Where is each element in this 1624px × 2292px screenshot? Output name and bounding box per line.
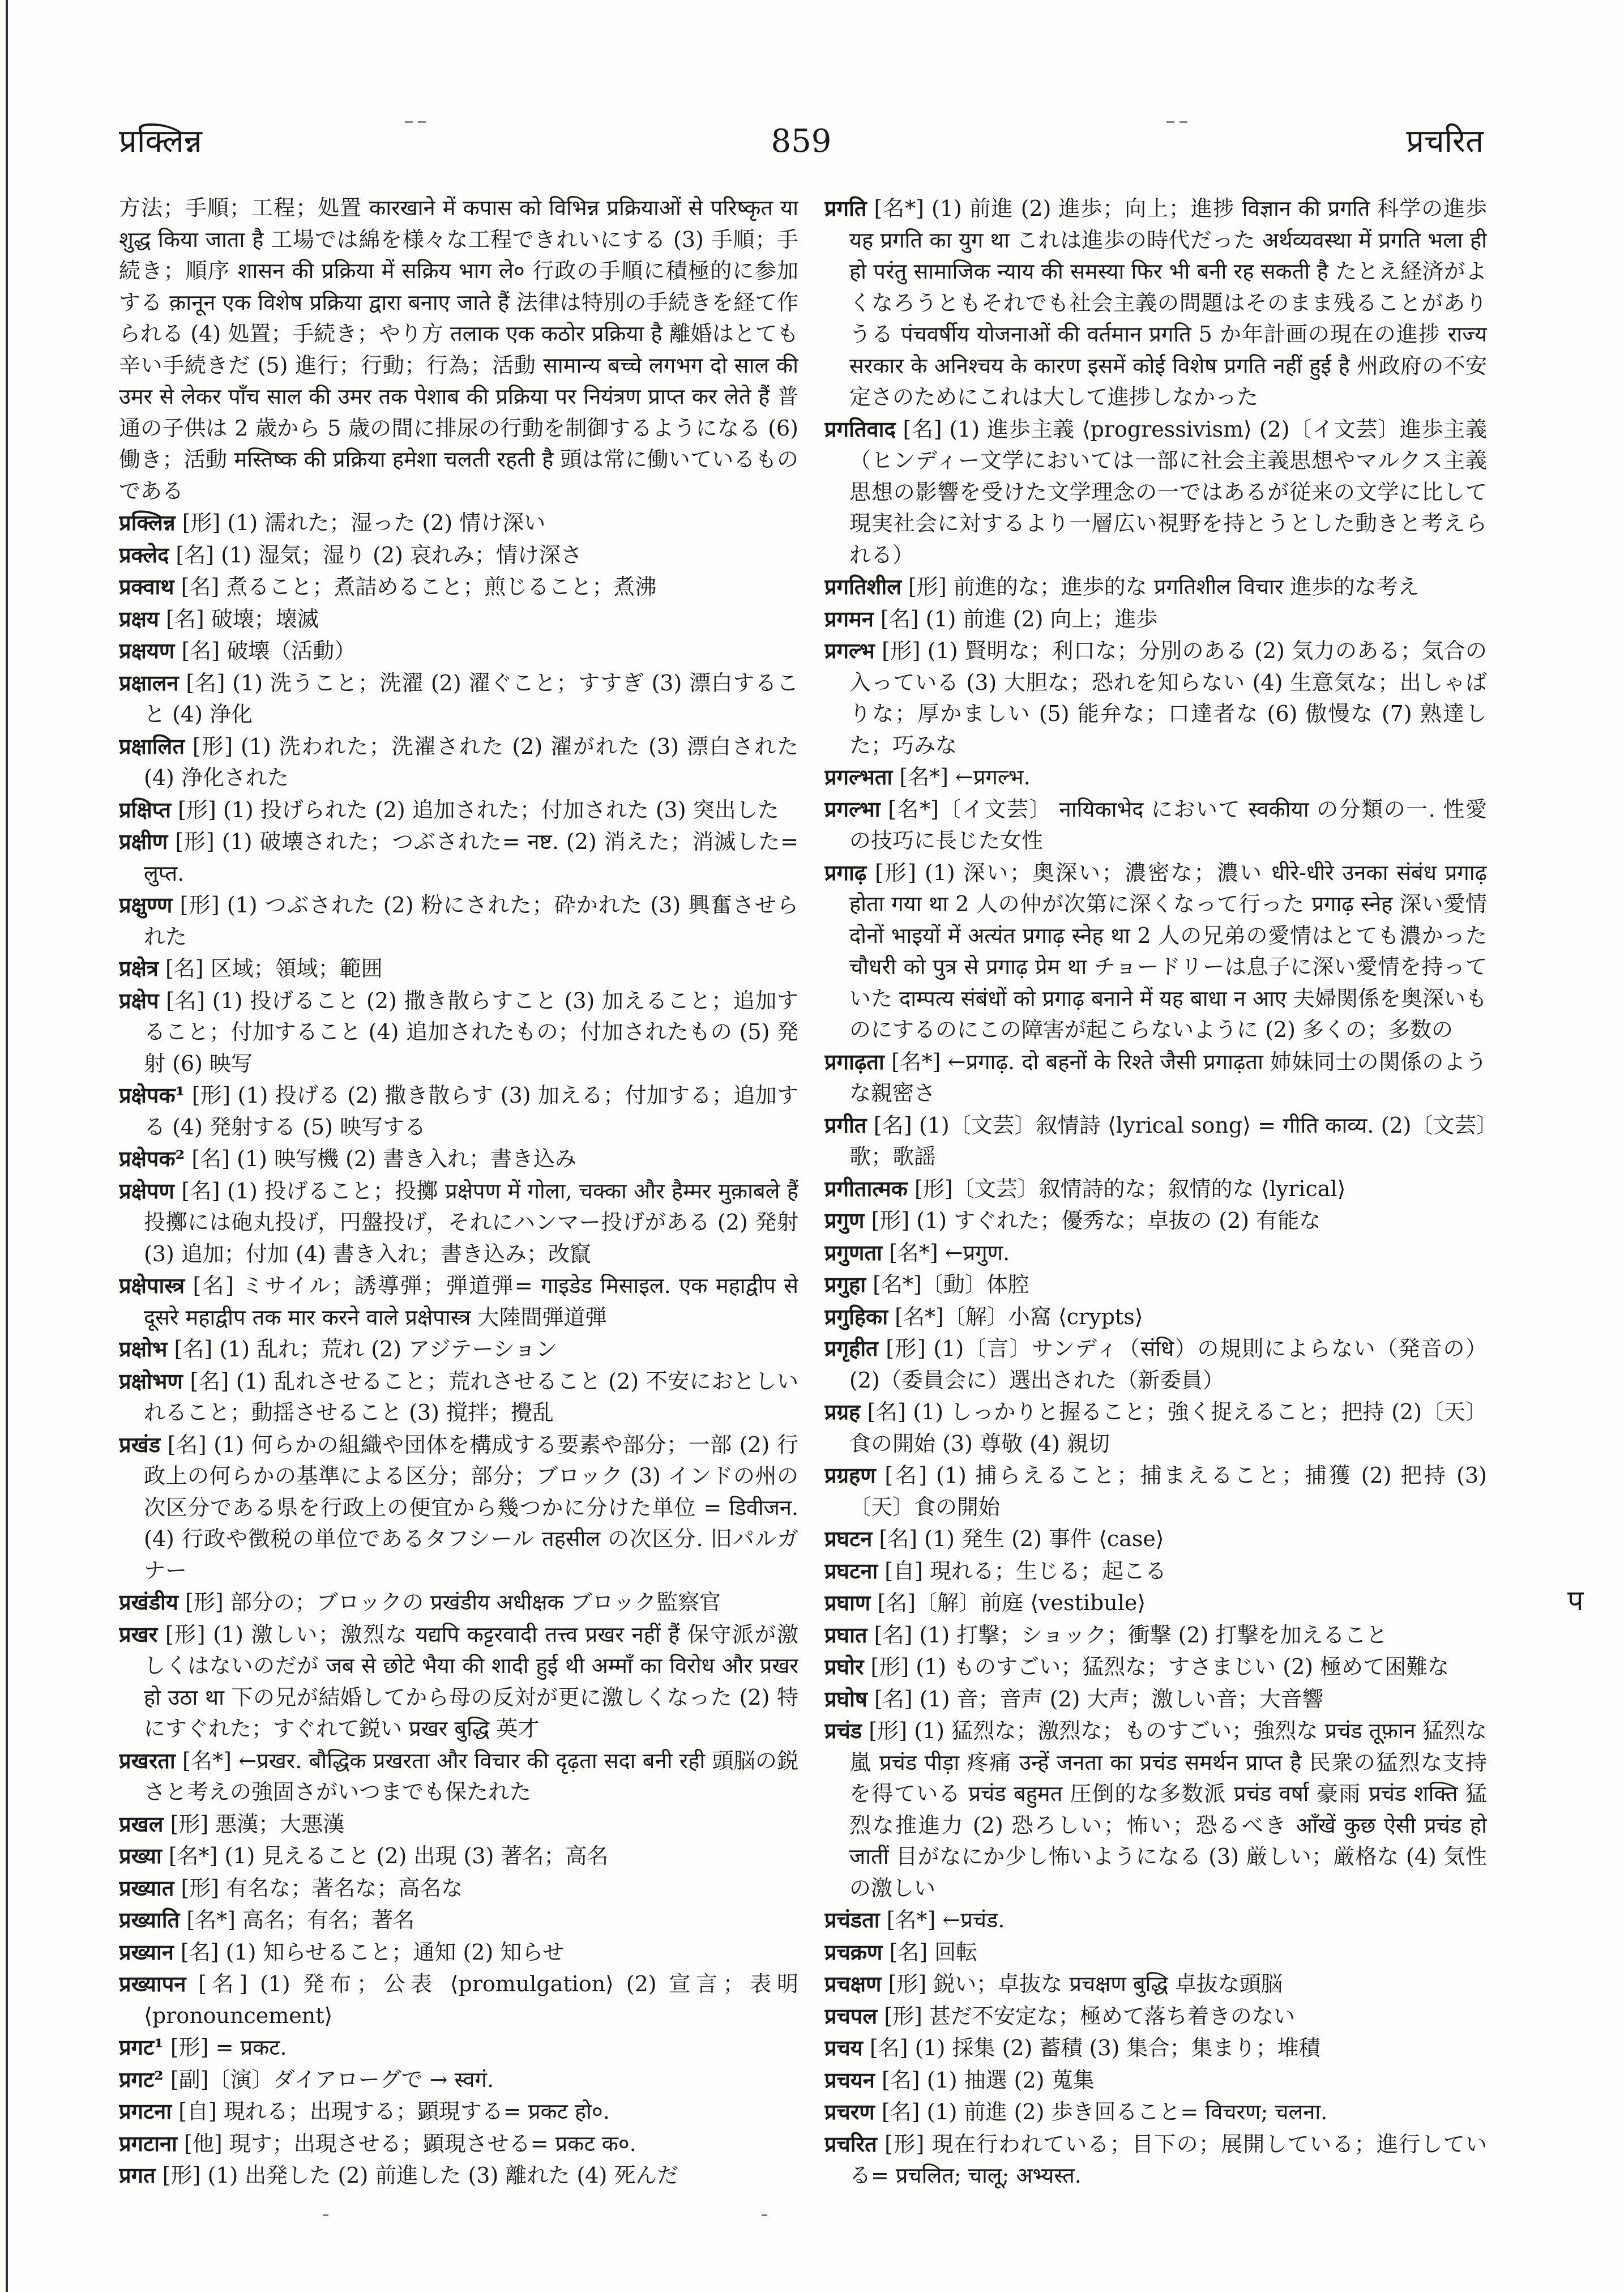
dictionary-entry bbox=[824, 1046, 1487, 1109]
entry-headword: प्रख्यात bbox=[119, 1875, 174, 1901]
dictionary-entry bbox=[119, 2128, 798, 2160]
entry-definition: [名] (1) 前進 (2) 向上；進歩 bbox=[873, 606, 1158, 631]
dictionary-entry bbox=[119, 635, 798, 667]
dictionary-entry bbox=[824, 857, 1487, 1046]
dictionary-entry bbox=[824, 635, 1487, 761]
entry-definition: [形] (1)〔言〕サンディ（संधि）の規則によらない（発音の） (2)（委員会に）選出された（新委員） bbox=[849, 1336, 1487, 1393]
entry-definition: [名*]〔イ文芸〕 नायिकाभेद において स्वकीया の分類の一. 性愛の技巧に長じた女性 bbox=[849, 796, 1487, 853]
entry-definition: [名] (1) 採集 (2) 蓄積 (3) 集合；集まり；堆積 bbox=[862, 2035, 1320, 2060]
footer-mark bbox=[762, 2214, 767, 2216]
entry-definition: [名] (1) 洗うこと；洗濯 (2) 濯ぐこと；すすぎ (3) 漂白すること (4) 浄化 bbox=[144, 670, 798, 727]
dictionary-entry bbox=[824, 2128, 1487, 2192]
entry-headword: प्रक्षुण्ण bbox=[119, 892, 173, 917]
dictionary-entry bbox=[824, 1936, 1487, 1969]
entry-definition: [名] (1) 映写機 (2) 書き入れ；書き込み bbox=[185, 1146, 576, 1171]
dictionary-entry bbox=[119, 1872, 798, 1905]
dictionary-entry bbox=[119, 539, 798, 571]
page-edge-line bbox=[6, 0, 8, 2292]
dictionary-entry bbox=[824, 793, 1487, 857]
entry-headword: प्रक्षीण bbox=[119, 829, 168, 854]
entry-definition: [名*] ←प्रचंड. bbox=[879, 1907, 1005, 1932]
entry-headword: प्रख्या bbox=[119, 1843, 162, 1868]
page-header bbox=[119, 116, 1484, 167]
entry-headword: प्रख्यान bbox=[119, 1939, 174, 1965]
entry-definition: [形] (1) 深い；奥深い；濃密な；濃い धीरे-धीरे उनका संबंध प्रगाढ़ होता गया था 2 人の仲が次第に深くなって行った प्रगाढ़ स्नेह 深い愛情 दोनों भाइयों में अत्यंत प्रगाढ़ स्नेह था 2 人の兄弟の愛情はとても濃かった चौधरी को पुत्र से प्रगाढ़ प्रेम था チョードリーは息子に深い愛情を持っていた दाम्पत्य संबंधों को प्रगाढ़ बनाने में यह बाधा न आए 夫婦関係を奥深いものにするのにこの障害が起こらないように (2) 多くの；多数の bbox=[849, 860, 1487, 1042]
entry-definition: [名] (1) 知らせること；通知 (2) 知らせ bbox=[173, 1939, 565, 1965]
entry-headword: प्रगुहा bbox=[824, 1271, 866, 1297]
entry-definition: [名] (1) 乱れ；荒れ (2) アジテーション bbox=[167, 1337, 558, 1361]
entry-headword: प्रचक्षण bbox=[824, 1971, 882, 1996]
dictionary-entry bbox=[824, 1237, 1487, 1269]
entry-definition: [自] 現れる；生じる；起こる bbox=[878, 1558, 1166, 1584]
dictionary-entry bbox=[119, 193, 798, 507]
entry-headword: प्रक्लेद bbox=[119, 541, 169, 567]
entry-headword: प्रगटाना bbox=[119, 2130, 177, 2156]
dictionary-entry bbox=[119, 1429, 798, 1587]
dictionary-entry bbox=[824, 413, 1487, 571]
entry-definition: [名] (1) 捕らえること；捕まえること；捕獲 (2) 把持 (3)〔天〕食の開始 bbox=[849, 1463, 1487, 1520]
entry-definition: [形] (1) 投げる (2) 撒き散らす (3) 加える；付加する；追加する (4) 発射する (5) 映写する bbox=[144, 1083, 798, 1139]
entry-definition: [名] (1) 投げること；投擲 प्रक्षेपण में गोला, चक्का और हैम्मर मुक़ाबले हैं 投擲には砲丸投げ，円盤投げ，それにハンマー投げがある (2) 発射 (3) 追加；付加 (4) 書き入れ；書き込み；改竄 bbox=[144, 1178, 798, 1266]
entry-definition: [形] = प्रकट. bbox=[163, 2035, 287, 2060]
entry-headword: प्रग्रह bbox=[824, 1399, 861, 1424]
entry-headword: प्रघटन bbox=[824, 1526, 873, 1551]
dictionary-entry bbox=[824, 1715, 1487, 1904]
dictionary-entry bbox=[119, 1333, 798, 1365]
dictionary-entry bbox=[119, 2031, 798, 2064]
entry-headword: प्रगाढ़ता bbox=[824, 1048, 884, 1074]
entry-definition: [形] (1) 賢明な；利口な；分別のある (2) 気力のある；気合の入っている (3) 大胆な；恐れを知らない (4) 生意気な；出しゃばりな；厚かましい (5) 能弁な；口達者な (6) 傲慢な (7) 熟達した；巧みな bbox=[849, 638, 1487, 758]
dictionary-entry bbox=[824, 1459, 1487, 1523]
dictionary-entry bbox=[824, 1333, 1487, 1396]
section-margin-letter: प bbox=[1567, 1584, 1584, 1617]
entry-definition: [名*] ←प्रखर. बौद्धिक प्रखरता और विचार की दृढ़ता सदा बनी रही 頭脳の鋭さと考えの強固さがいつまでも保たれた bbox=[144, 1748, 798, 1804]
entry-definition: [形] (1) すぐれた；優秀な；卓抜の (2) 有能な bbox=[864, 1208, 1321, 1233]
entry-headword: प्रक्षेपास्त्र bbox=[119, 1273, 185, 1298]
dictionary-entry bbox=[824, 1968, 1487, 2000]
dictionary-entry bbox=[119, 826, 798, 889]
entry-definition: [名] (1) しっかりと握ること；強く捉えること；把持 (2)〔天〕食の開始 (3) 尊敬 (4) 親切 bbox=[849, 1399, 1487, 1456]
entry-headword: प्रगाढ़ bbox=[824, 859, 867, 885]
footer-mark bbox=[323, 2214, 328, 2216]
entry-definition: [形] (1) 出発した (2) 前進した (3) 離れた (4) 死んだ bbox=[155, 2163, 679, 2188]
entry-definition: [形] (1) 猛烈な；激烈な；ものすごい；強烈な प्रचंड तूफ़ान 猛烈な嵐 प्रचंड पीड़ा 疼痛 उन्हें जनता का प्रचंड समर्थन प्राप्त है 民衆の猛烈な支持を得ている प्रचंड बहुमत 圧倒的な多数派 प्रचंड वर्षा 豪雨 प्रचंड शक्ति 猛烈な推進力 (2) 恐ろしい；怖い；恐るべき आँखें कुछ ऐसी प्रचंड हो जातीं 目がなにか少し怖いようになる (3) 厳しい；厳格な (4) 気性の激しい bbox=[849, 1718, 1487, 1901]
entry-definition: [形] 現在行われている；目下の；展開している；進行している= प्रचलित; चालू; अभ्यस्त. bbox=[849, 2131, 1487, 2188]
entry-definition: [名] 回転 bbox=[882, 1939, 978, 1965]
entry-headword: प्रगट¹ bbox=[119, 2034, 164, 2060]
entry-definition: [名] (1) 打撃；ショック；衝撃 (2) 打撃を加えること bbox=[867, 1622, 1388, 1647]
dictionary-entry bbox=[824, 1587, 1487, 1619]
entry-definition: 方法；手順；工程；処置 कारखाने में कपास को विभिन्न प्रक्रियाओं से परिष्कृत या शुद्ध किया जाता है 工場では綿を様々な工程できれいにする (3) 手順；手続き；順序 शासन की प्रक्रिया में सक्रिय भाग ले० 行政の手順に積極的に参加する क़ानून एक विशेष प्रक्रिया द्वारा बनाए जाते हैं 法律は特別の手続きを経て作られる (4) 処置；手続き；やり方 तलाक एक कठोर प्रक्रिया है 離婚はとても辛い手続きだ (5) 進行；行動；行為；活動 सामान्य बच्चे लगभग दो साल की उमर से लेकर पाँच साल की उमर तक पेशाब की प्रक्रिया पर नियंत्रण प्राप्त कर लेते हैं 普通の子供は 2 歳から 5 歳の間に排尿の行動を制御するようになる (6) 働き；活動 मस्तिष्क की प्रक्रिया हमेशा चलती रहती है 頭は常に働いているものである bbox=[119, 195, 798, 503]
entry-definition: [名] 破壊（活動） bbox=[174, 638, 356, 663]
entry-definition: [名] (1) 湿気；湿り (2) 哀れみ；情け深さ bbox=[169, 542, 582, 567]
dictionary-entry bbox=[824, 1269, 1487, 1301]
entry-definition: [名] (1) 発布；公表 ⟨promulgation⟩ (2) 宣言；表明 ⟨pronouncement⟩ bbox=[144, 1971, 798, 2028]
dictionary-entry bbox=[119, 2095, 798, 2128]
entry-headword: प्रचय bbox=[824, 2035, 863, 2060]
entry-definition: [名] (1)〔文芸〕叙情詩 ⟨lyrical song⟩ = गीति काव्य. (2)〔文芸〕歌；歌謡 bbox=[849, 1112, 1487, 1169]
entry-headword: प्रगमन bbox=[824, 605, 874, 631]
entry-headword: प्रगतिवाद bbox=[824, 416, 896, 442]
entry-definition: [自] 現れる；出現する；顕現する= प्रकट हो०. bbox=[172, 2099, 610, 2124]
entry-definition: [名] (1) 何らかの組織や団体を構成する要素や部分；一部 (2) 行政上の何らかの基準による区分；部分；ブロック (3) インドの州の次区分である県を行政上の便宜から幾つかに分けた単位 = डिवीजन. (4) 行政や徴税の単位であるタフシール तहसील の次区分. 旧パルガナー bbox=[144, 1432, 798, 1583]
entry-headword: प्रक्वाथ bbox=[119, 574, 174, 599]
entry-headword: प्रचरण bbox=[824, 2099, 875, 2124]
entry-headword: प्रग्रहण bbox=[824, 1462, 876, 1488]
entry-definition: [形] (1) つぶされた (2) 粉にされた；砕かれた (3) 興奮させられた bbox=[144, 893, 798, 949]
entry-headword: प्रगीत bbox=[824, 1112, 867, 1138]
dictionary-entry bbox=[119, 1619, 798, 1745]
entry-definition: [形] 甚だ不安定な；極めて落ち着きのない bbox=[877, 2003, 1295, 2029]
dictionary-entry bbox=[119, 1936, 798, 1969]
dictionary-entry bbox=[824, 761, 1487, 793]
entry-headword: प्रगल्भ bbox=[824, 638, 875, 663]
entry-headword: प्रक्षिप्त bbox=[119, 796, 172, 822]
entry-definition: [名*] (1) 前進 (2) 進歩；向上；進捗 विज्ञान की प्रगति 科学の進歩 यह प्रगति का युग था これは進歩の時代だった अर्थव्यवस्था में प्रगति भला ही हो परंतु सामाजिक न्याय की समस्या फिर भी बनी रह सकती है たとえ経済がよくなろうともそれでも社会主義の問題はそのまま残ることがありうる पंचवर्षीय योजनाओं की वर्तमान प्रगति 5 か年計画の現在の進捗 राज्य सरकार के अनिश्चय के कारण इसमें कोई विशेष प्रगति नहीं हुई है 州政府の不安定さのためにこれは大して進捗しなかった bbox=[849, 196, 1487, 409]
dictionary-entry bbox=[119, 731, 798, 794]
entry-definition: [名*]〔解〕小窩 ⟨crypts⟩ bbox=[888, 1304, 1143, 1329]
dictionary-entry bbox=[119, 507, 798, 539]
right-column bbox=[824, 193, 1487, 2203]
dictionary-entry bbox=[824, 2096, 1487, 2128]
entry-definition: [名] 破壊；壊滅 bbox=[159, 606, 319, 631]
entry-definition: [形] 前進的な；進歩的な प्रगतिशील विचार 進歩的な考え bbox=[901, 574, 1420, 599]
page-number: 859 bbox=[771, 123, 832, 160]
entry-headword: प्रगुहिका bbox=[824, 1303, 888, 1329]
entry-definition: [名*] 高名；有名；著名 bbox=[180, 1907, 415, 1932]
dictionary-entry bbox=[119, 1840, 798, 1872]
entry-headword: प्रखल bbox=[119, 1811, 164, 1837]
dictionary-entry bbox=[824, 1301, 1487, 1333]
dictionary-entry bbox=[824, 2032, 1487, 2064]
dictionary-entry bbox=[119, 2064, 798, 2096]
dictionary-entry bbox=[119, 667, 798, 731]
entry-definition: [名*] ←प्रगुण. bbox=[882, 1240, 1010, 1265]
entry-definition: [形] (1) 破壊された；つぶされた= नष्ट. (2) 消えた；消滅した= लुप्त. bbox=[144, 829, 798, 886]
entry-headword: प्रचक्रण bbox=[824, 1939, 883, 1965]
dictionary-entry bbox=[119, 603, 798, 635]
dictionary-entry bbox=[119, 1904, 798, 1936]
entry-definition: [形] 悪漢；大悪漢 bbox=[163, 1811, 345, 1837]
entry-headword: प्रचपल bbox=[824, 2003, 878, 2029]
dictionary-entry bbox=[824, 571, 1487, 603]
entry-definition: [名] 煮ること；煮詰めること；煎じること；煮沸 bbox=[174, 574, 657, 599]
dictionary-entry bbox=[119, 1270, 798, 1333]
dictionary-entry bbox=[119, 2159, 798, 2192]
dictionary-entry bbox=[824, 1109, 1487, 1173]
entry-headword: प्रक्षेपक² bbox=[119, 1146, 185, 1171]
entry-definition: [形] (1) 投げられた (2) 追加された；付加された (3) 突出した bbox=[171, 797, 779, 822]
dictionary-entry bbox=[824, 2064, 1487, 2097]
entry-headword: प्रगटना bbox=[119, 2098, 172, 2124]
entry-headword: प्रखंड bbox=[119, 1431, 161, 1457]
entry-definition: [名*] ←प्रगल्भ. bbox=[892, 765, 1031, 789]
entry-headword: प्रगुण bbox=[824, 1207, 865, 1233]
dictionary-entry bbox=[119, 889, 798, 953]
entry-headword: प्रक्षालन bbox=[119, 669, 179, 695]
entry-headword: प्रगुणता bbox=[824, 1239, 882, 1265]
dictionary-entry bbox=[824, 1904, 1487, 1936]
dictionary-entry bbox=[824, 1555, 1487, 1587]
entry-headword: प्रगत bbox=[119, 2162, 156, 2188]
entry-headword: प्रक्षालित bbox=[119, 733, 185, 759]
entry-headword: प्रगट² bbox=[119, 2066, 164, 2092]
entry-headword: प्रचंडता bbox=[824, 1907, 880, 1932]
entry-definition: [形] (1) ものすごい；猛烈な；すさまじい (2) 極めて困難な bbox=[864, 1654, 1450, 1679]
dictionary-entry bbox=[119, 985, 798, 1080]
left-guide-word: प्रक्लिन्न bbox=[119, 123, 202, 160]
entry-headword: प्रघोष bbox=[824, 1685, 867, 1711]
entry-definition: [名] (1) 音；音声 (2) 大声；激しい音；大音響 bbox=[867, 1686, 1324, 1711]
entry-definition: [名] (1) 発生 (2) 事件 ⟨case⟩ bbox=[872, 1526, 1164, 1551]
entry-headword: प्रक्षय bbox=[119, 605, 159, 631]
left-column bbox=[119, 193, 798, 2203]
entry-headword: प्रक्षेपण bbox=[119, 1177, 174, 1203]
entry-definition: [名] ミサイル；誘導弾；弾道弾= गाइडेड मिसाइल. एक महाद्वीप से दूसरे महाद्वीप तक मार करने वाले प्रक्षेपास्त्र 大陸間弾道弾 bbox=[144, 1273, 798, 1330]
dictionary-entry bbox=[824, 1651, 1487, 1683]
entry-headword: प्रचरित bbox=[824, 2131, 877, 2157]
entry-headword: प्रख्यापन bbox=[119, 1971, 186, 1996]
entry-definition: [形] 有名な；著名な；高名な bbox=[174, 1875, 463, 1901]
entry-headword: प्रक्षेत्र bbox=[119, 955, 159, 981]
dictionary-entry bbox=[824, 193, 1487, 413]
dictionary-entry bbox=[119, 1586, 798, 1619]
dictionary-entry bbox=[119, 1745, 798, 1808]
entry-headword: प्रचंड bbox=[824, 1718, 862, 1743]
dictionary-entry bbox=[824, 1683, 1487, 1715]
entry-headword: प्रगीतात्मक bbox=[824, 1175, 908, 1201]
entry-headword: प्रगतिशील bbox=[824, 574, 901, 599]
entry-definition: [形]〔文芸〕叙情詩的な；叙情的な ⟨lyrical⟩ bbox=[907, 1176, 1346, 1201]
entry-definition: [副]〔演〕ダイアローグで → स्वगं. bbox=[163, 2067, 494, 2092]
entry-headword: प्रखर bbox=[119, 1621, 158, 1647]
entry-headword: प्रक्षोभण bbox=[119, 1368, 183, 1394]
entry-headword: प्रक्लिन्न bbox=[119, 510, 176, 535]
entry-definition: [名] (1) 進歩主義 ⟨progressivism⟩ (2)〔イ文芸〕進歩主義（ヒンディー文学においては一部に社会主義思想やマルクス主義思想の影響を受けた文学理念の一ではあるが従来の文学に比して現実社会に対するより一層広い視野を持とうとした動きと考えられる） bbox=[849, 416, 1487, 567]
entry-headword: प्रघात bbox=[824, 1621, 867, 1647]
dictionary-entry bbox=[824, 1523, 1487, 1555]
entry-headword: प्रगल्भता bbox=[824, 764, 893, 789]
entry-headword: प्रख्याति bbox=[119, 1907, 180, 1932]
entry-definition: [名] (1) 前進 (2) 歩き回ること= विचरण; चलना. bbox=[874, 2099, 1328, 2124]
dictionary-entry bbox=[119, 571, 798, 603]
entry-headword: प्रक्षयण bbox=[119, 638, 175, 663]
entry-headword: प्रक्षोभ bbox=[119, 1336, 168, 1361]
entry-definition: [形] 部分の；ブロックの प्रखंडीय अधीक्षक ブロック監察官 bbox=[178, 1590, 721, 1615]
right-guide-word: प्रचरित bbox=[1406, 123, 1484, 160]
dictionary-entry bbox=[824, 1205, 1487, 1237]
dictionary-entry bbox=[824, 1619, 1487, 1651]
entry-headword: प्रगल्भा bbox=[824, 796, 881, 822]
entry-headword: प्रक्षेप bbox=[119, 987, 159, 1013]
entry-headword: प्रघटना bbox=[824, 1557, 878, 1584]
dictionary-entry bbox=[119, 1175, 798, 1270]
entry-definition: [形] (1) 濡れた；湿った (2) 情け深い bbox=[175, 510, 546, 535]
entry-definition: [形] (1) 洗われた；洗濯された (2) 濯がれた (3) 漂白された (4) 浄化された bbox=[144, 733, 798, 790]
entry-definition: [名] 区域；領域；範囲 bbox=[158, 956, 383, 981]
entry-definition: [名] (1) 投げること (2) 撒き散らすこと (3) 加えること；追加すること；付加すること (4) 追加されたもの；付加されたもの (5) 発射 (6) 映写 bbox=[144, 988, 798, 1076]
entry-headword: प्रक्षेपक¹ bbox=[119, 1082, 185, 1108]
entry-definition: [名]〔解〕前庭 ⟨vestibule⟩ bbox=[870, 1590, 1146, 1615]
entry-definition: [形] (1) 激しい；激烈な यद्यपि कट्टरवादी तत्त्व प्रखर नहीं हैं 保守派が激しくはないのだが जब से छोटे भैया की शादी हुई थी अम्माँ का विरोध और प्रखर हो उठा था 下の兄が結婚してから母の反対が更に激しくなった (2) 特にすぐれた；すぐれて鋭い प्रखर बुद्धि 英才 bbox=[144, 1621, 798, 1741]
entry-definition: [名*] (1) 見えること (2) 出現 (3) 著名；高名 bbox=[161, 1843, 609, 1868]
entry-headword: प्रखंडीय bbox=[119, 1589, 178, 1615]
dictionary-entry bbox=[119, 1808, 798, 1841]
dictionary-entry bbox=[119, 1143, 798, 1175]
entry-headword: प्रगति bbox=[824, 195, 867, 221]
entry-definition: [名*]〔動〕体腔 bbox=[866, 1272, 1029, 1297]
dictionary-entry bbox=[119, 794, 798, 826]
dictionary-entry bbox=[824, 1396, 1487, 1459]
entry-definition: [名] (1) 乱れさせること；荒れさせること (2) 不安におとしいれること；動揺させること (3) 撹拌；攪乱 bbox=[144, 1368, 798, 1425]
entry-definition: [他] 現す；出現させる；顕現させる= प्रकट क०. bbox=[177, 2131, 636, 2156]
entry-definition: [名*] ←प्रगाढ़. दो बहनों के रिश्ते जैसी प्रगाढ़ता 姉妹同士の関係のような親密さ bbox=[849, 1049, 1487, 1106]
dictionary-entry bbox=[119, 953, 798, 985]
dictionary-entry bbox=[824, 2000, 1487, 2033]
dictionary-entry bbox=[119, 1365, 798, 1429]
entry-headword: प्रखरता bbox=[119, 1747, 176, 1773]
dictionary-entry bbox=[824, 603, 1487, 635]
entry-headword: प्रचयन bbox=[824, 2067, 875, 2093]
entry-definition: [形] 鋭い；卓抜な प्रचक्षण बुद्धि 卓抜な頭脳 bbox=[881, 1971, 1283, 1996]
entry-headword: प्रघोर bbox=[824, 1654, 864, 1679]
entry-definition: [名] (1) 抽選 (2) 蒐集 bbox=[874, 2067, 1095, 2093]
dictionary-entry bbox=[824, 1173, 1487, 1205]
entry-headword: प्रघाण bbox=[824, 1590, 871, 1615]
entry-headword: प्रगृहीत bbox=[824, 1335, 878, 1361]
dictionary-entry bbox=[119, 1079, 798, 1143]
dictionary-entry bbox=[119, 1968, 798, 2031]
